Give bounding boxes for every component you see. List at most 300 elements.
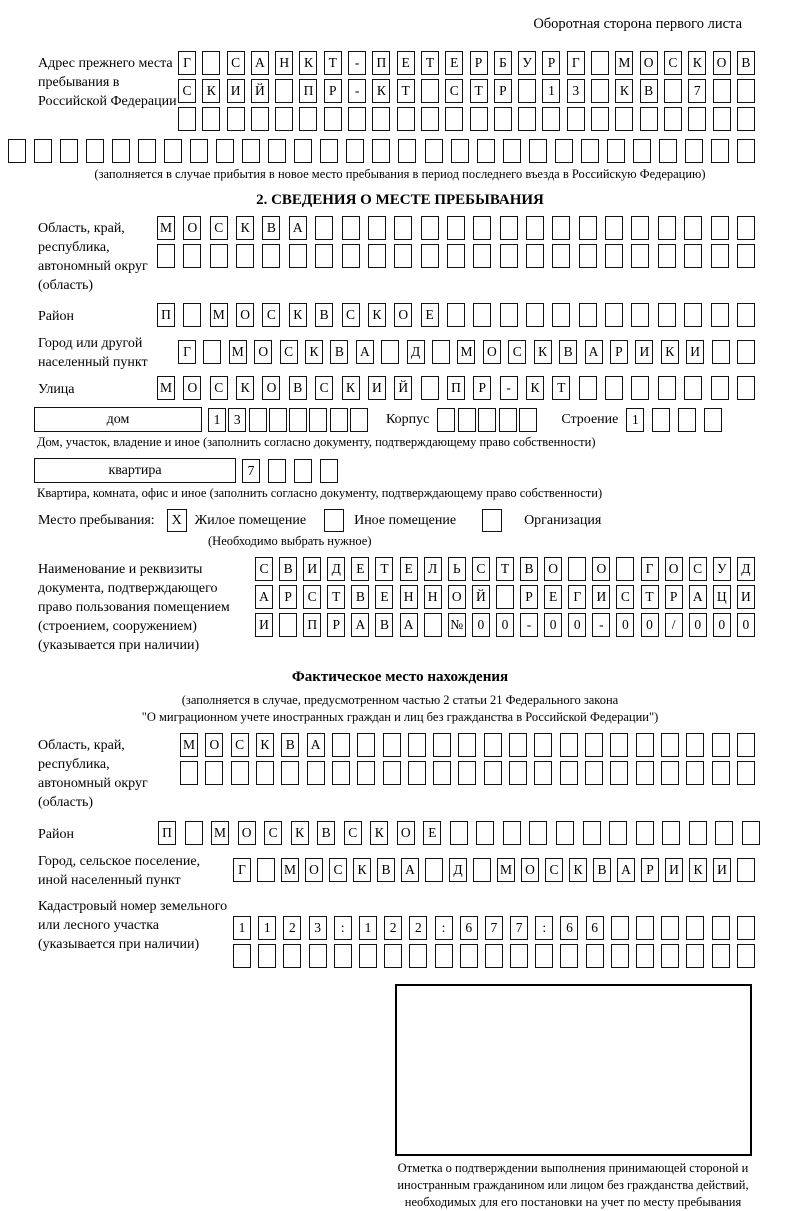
char-box[interactable] — [659, 139, 677, 163]
char-box[interactable] — [510, 944, 528, 968]
char-box[interactable]: Г — [568, 585, 586, 609]
char-box[interactable] — [552, 303, 570, 327]
char-box[interactable]: Р — [610, 340, 628, 364]
char-box[interactable]: С — [303, 585, 321, 609]
char-box[interactable] — [485, 944, 503, 968]
char-box[interactable]: В — [281, 733, 299, 757]
char-box[interactable]: Е — [397, 51, 415, 75]
char-box[interactable] — [447, 216, 465, 240]
char-box[interactable] — [330, 408, 348, 432]
char-box[interactable] — [636, 761, 654, 785]
char-box[interactable]: К — [236, 216, 254, 240]
char-box[interactable] — [542, 107, 560, 131]
char-box[interactable]: В — [593, 858, 611, 882]
char-box[interactable]: В — [737, 51, 755, 75]
char-box[interactable]: В — [279, 557, 297, 581]
char-box[interactable] — [157, 244, 175, 268]
char-box[interactable]: С — [472, 557, 490, 581]
char-box[interactable]: М — [211, 821, 229, 845]
char-box[interactable]: С — [231, 733, 249, 757]
char-box[interactable]: И — [635, 340, 653, 364]
char-box[interactable] — [34, 139, 52, 163]
char-box[interactable]: Р — [520, 585, 538, 609]
char-box[interactable] — [503, 139, 521, 163]
char-box[interactable]: - — [500, 376, 518, 400]
char-box[interactable] — [610, 733, 628, 757]
char-box[interactable] — [658, 244, 676, 268]
char-box[interactable] — [348, 107, 366, 131]
char-box[interactable]: : — [535, 916, 553, 940]
char-box[interactable]: Р — [470, 51, 488, 75]
char-box[interactable]: К — [615, 79, 633, 103]
char-box[interactable]: К — [372, 79, 390, 103]
char-box[interactable] — [251, 107, 269, 131]
char-box[interactable] — [678, 408, 696, 432]
char-box[interactable]: 0 — [689, 613, 707, 637]
checkbox-organizatsiya[interactable] — [482, 509, 502, 532]
char-box[interactable] — [611, 944, 629, 968]
char-box[interactable]: М — [615, 51, 633, 75]
char-box[interactable]: : — [435, 916, 453, 940]
char-box[interactable]: / — [665, 613, 683, 637]
char-box[interactable]: О — [640, 51, 658, 75]
char-box[interactable] — [342, 216, 360, 240]
char-box[interactable] — [180, 761, 198, 785]
char-box[interactable] — [715, 821, 733, 845]
char-box[interactable] — [579, 216, 597, 240]
char-box[interactable] — [451, 139, 469, 163]
char-box[interactable]: Е — [423, 821, 441, 845]
char-box[interactable] — [324, 107, 342, 131]
char-box[interactable] — [509, 733, 527, 757]
char-box[interactable]: О — [238, 821, 256, 845]
char-box[interactable] — [320, 459, 338, 483]
char-box[interactable] — [518, 79, 536, 103]
char-box[interactable] — [408, 761, 426, 785]
char-box[interactable]: С — [329, 858, 347, 882]
char-box[interactable] — [737, 303, 755, 327]
char-box[interactable]: С — [344, 821, 362, 845]
char-box[interactable]: - — [348, 79, 366, 103]
char-box[interactable] — [342, 244, 360, 268]
char-box[interactable]: В — [351, 585, 369, 609]
char-box[interactable] — [315, 216, 333, 240]
char-box[interactable]: А — [689, 585, 707, 609]
char-box[interactable]: Е — [544, 585, 562, 609]
char-box[interactable]: А — [617, 858, 635, 882]
char-box[interactable] — [631, 244, 649, 268]
char-box[interactable] — [658, 303, 676, 327]
char-box[interactable] — [477, 139, 495, 163]
char-box[interactable] — [279, 613, 297, 637]
char-box[interactable]: И — [592, 585, 610, 609]
char-box[interactable]: 7 — [242, 459, 260, 483]
char-box[interactable]: К — [256, 733, 274, 757]
char-box[interactable]: 0 — [616, 613, 634, 637]
char-box[interactable]: В — [640, 79, 658, 103]
char-box[interactable] — [583, 821, 601, 845]
char-box[interactable] — [432, 340, 450, 364]
char-box[interactable]: К — [291, 821, 309, 845]
char-box[interactable] — [684, 376, 702, 400]
char-box[interactable]: С — [210, 216, 228, 240]
char-box[interactable] — [636, 821, 654, 845]
char-box[interactable]: П — [447, 376, 465, 400]
char-box[interactable] — [607, 139, 625, 163]
char-box[interactable] — [203, 340, 221, 364]
char-box[interactable] — [661, 944, 679, 968]
char-box[interactable]: 1 — [258, 916, 276, 940]
char-box[interactable]: И — [713, 858, 731, 882]
char-box[interactable] — [185, 821, 203, 845]
char-box[interactable]: Р — [641, 858, 659, 882]
char-box[interactable] — [631, 216, 649, 240]
char-box[interactable] — [636, 733, 654, 757]
char-box[interactable]: П — [157, 303, 175, 327]
char-box[interactable]: С — [178, 79, 196, 103]
char-box[interactable] — [661, 733, 679, 757]
char-box[interactable] — [409, 944, 427, 968]
char-box[interactable] — [737, 340, 755, 364]
char-box[interactable]: 1 — [233, 916, 251, 940]
char-box[interactable] — [289, 244, 307, 268]
char-box[interactable] — [86, 139, 104, 163]
char-box[interactable]: Г — [567, 51, 585, 75]
char-box[interactable]: 2 — [384, 916, 402, 940]
char-box[interactable]: Й — [394, 376, 412, 400]
char-box[interactable] — [661, 916, 679, 940]
char-box[interactable]: 1 — [359, 916, 377, 940]
char-box[interactable]: Е — [375, 585, 393, 609]
checkbox-zhiloe[interactable]: X — [167, 509, 187, 532]
char-box[interactable] — [737, 916, 755, 940]
char-box[interactable] — [567, 107, 585, 131]
char-box[interactable] — [560, 944, 578, 968]
char-box[interactable]: П — [372, 51, 390, 75]
char-box[interactable] — [712, 733, 730, 757]
char-box[interactable]: Т — [552, 376, 570, 400]
char-box[interactable]: К — [368, 303, 386, 327]
char-box[interactable] — [713, 79, 731, 103]
char-box[interactable]: Д — [407, 340, 425, 364]
char-box[interactable]: П — [158, 821, 176, 845]
char-box[interactable]: Г — [641, 557, 659, 581]
char-box[interactable]: А — [307, 733, 325, 757]
char-box[interactable] — [636, 944, 654, 968]
char-box[interactable] — [357, 761, 375, 785]
char-box[interactable] — [605, 303, 623, 327]
char-box[interactable] — [484, 733, 502, 757]
char-box[interactable]: А — [255, 585, 273, 609]
char-box[interactable]: Т — [496, 557, 514, 581]
char-box[interactable] — [372, 107, 390, 131]
char-box[interactable]: М — [497, 858, 515, 882]
char-box[interactable] — [309, 408, 327, 432]
char-box[interactable] — [737, 79, 755, 103]
char-box[interactable] — [320, 139, 338, 163]
char-box[interactable] — [686, 916, 704, 940]
char-box[interactable]: М — [457, 340, 475, 364]
char-box[interactable] — [394, 244, 412, 268]
char-box[interactable] — [499, 408, 517, 432]
char-box[interactable] — [633, 139, 651, 163]
char-box[interactable]: М — [229, 340, 247, 364]
char-box[interactable] — [661, 761, 679, 785]
char-box[interactable]: Б — [494, 51, 512, 75]
char-box[interactable]: Д — [327, 557, 345, 581]
char-box[interactable]: Т — [421, 51, 439, 75]
char-box[interactable] — [664, 107, 682, 131]
char-box[interactable]: И — [368, 376, 386, 400]
char-box[interactable]: Г — [178, 340, 196, 364]
char-box[interactable] — [526, 244, 544, 268]
char-box[interactable]: А — [400, 613, 418, 637]
char-box[interactable] — [526, 303, 544, 327]
char-box[interactable] — [383, 761, 401, 785]
checkbox-inoe[interactable] — [324, 509, 344, 532]
char-box[interactable]: М — [157, 376, 175, 400]
char-box[interactable]: Г — [233, 858, 251, 882]
char-box[interactable]: С — [280, 340, 298, 364]
char-box[interactable] — [445, 107, 463, 131]
char-box[interactable]: Е — [400, 557, 418, 581]
char-box[interactable] — [458, 408, 476, 432]
char-box[interactable] — [686, 761, 704, 785]
char-box[interactable] — [534, 761, 552, 785]
char-box[interactable] — [529, 821, 547, 845]
char-box[interactable] — [372, 139, 390, 163]
char-box[interactable]: П — [303, 613, 321, 637]
char-box[interactable]: С — [262, 303, 280, 327]
char-box[interactable] — [236, 244, 254, 268]
char-box[interactable] — [421, 376, 439, 400]
char-box[interactable] — [233, 944, 251, 968]
char-box[interactable]: 2 — [409, 916, 427, 940]
char-box[interactable]: О — [713, 51, 731, 75]
char-box[interactable]: 0 — [713, 613, 731, 637]
char-box[interactable] — [737, 244, 755, 268]
char-box[interactable] — [383, 733, 401, 757]
char-box[interactable] — [581, 139, 599, 163]
char-box[interactable]: У — [518, 51, 536, 75]
char-box[interactable] — [560, 733, 578, 757]
char-box[interactable]: 1 — [542, 79, 560, 103]
char-box[interactable] — [164, 139, 182, 163]
char-box[interactable] — [684, 244, 702, 268]
char-box[interactable]: Л — [424, 557, 442, 581]
char-box[interactable] — [711, 376, 729, 400]
char-box[interactable]: О — [183, 216, 201, 240]
char-box[interactable]: Г — [178, 51, 196, 75]
char-box[interactable] — [424, 613, 442, 637]
char-box[interactable] — [398, 139, 416, 163]
char-box[interactable] — [112, 139, 130, 163]
char-box[interactable] — [257, 858, 275, 882]
char-box[interactable] — [615, 107, 633, 131]
char-box[interactable]: 1 — [626, 408, 644, 432]
char-box[interactable]: 0 — [496, 613, 514, 637]
char-box[interactable] — [552, 216, 570, 240]
char-box[interactable] — [433, 733, 451, 757]
char-box[interactable]: Т — [327, 585, 345, 609]
char-box[interactable]: К — [534, 340, 552, 364]
char-box[interactable]: О — [394, 303, 412, 327]
char-box[interactable] — [555, 139, 573, 163]
char-box[interactable] — [262, 244, 280, 268]
char-box[interactable]: О — [448, 585, 466, 609]
char-box[interactable]: К — [661, 340, 679, 364]
char-box[interactable] — [737, 139, 755, 163]
char-box[interactable]: 6 — [586, 916, 604, 940]
char-box[interactable] — [384, 944, 402, 968]
char-box[interactable]: - — [592, 613, 610, 637]
char-box[interactable] — [591, 51, 609, 75]
char-box[interactable]: А — [251, 51, 269, 75]
char-box[interactable] — [202, 51, 220, 75]
char-box[interactable]: И — [686, 340, 704, 364]
char-box[interactable]: Н — [275, 51, 293, 75]
char-box[interactable] — [346, 139, 364, 163]
char-box[interactable] — [684, 303, 702, 327]
char-box[interactable]: О — [236, 303, 254, 327]
char-box[interactable] — [210, 244, 228, 268]
char-box[interactable]: С — [210, 376, 228, 400]
char-box[interactable]: К — [370, 821, 388, 845]
char-box[interactable]: К — [569, 858, 587, 882]
char-box[interactable] — [269, 408, 287, 432]
char-box[interactable] — [636, 916, 654, 940]
char-box[interactable]: К — [688, 51, 706, 75]
char-box[interactable] — [258, 944, 276, 968]
char-box[interactable] — [711, 303, 729, 327]
char-box[interactable] — [470, 107, 488, 131]
char-box[interactable]: 0 — [472, 613, 490, 637]
char-box[interactable] — [658, 216, 676, 240]
char-box[interactable]: Е — [421, 303, 439, 327]
char-box[interactable]: Д — [737, 557, 755, 581]
char-box[interactable] — [611, 916, 629, 940]
char-box[interactable]: 3 — [309, 916, 327, 940]
char-box[interactable] — [458, 733, 476, 757]
char-box[interactable]: 7 — [485, 916, 503, 940]
char-box[interactable]: Ь — [448, 557, 466, 581]
char-box[interactable] — [473, 244, 491, 268]
char-box[interactable] — [494, 107, 512, 131]
char-box[interactable] — [737, 733, 755, 757]
char-box[interactable] — [473, 216, 491, 240]
char-box[interactable] — [60, 139, 78, 163]
char-box[interactable]: О — [592, 557, 610, 581]
char-box[interactable]: 2 — [283, 916, 301, 940]
char-box[interactable] — [421, 244, 439, 268]
char-box[interactable]: О — [305, 858, 323, 882]
char-box[interactable] — [591, 79, 609, 103]
char-box[interactable] — [535, 944, 553, 968]
char-box[interactable] — [425, 139, 443, 163]
char-box[interactable] — [421, 79, 439, 103]
char-box[interactable] — [631, 303, 649, 327]
char-box[interactable]: О — [205, 733, 223, 757]
char-box[interactable] — [605, 376, 623, 400]
char-box[interactable]: В — [262, 216, 280, 240]
char-box[interactable] — [631, 376, 649, 400]
char-box[interactable] — [216, 139, 234, 163]
char-box[interactable] — [309, 944, 327, 968]
char-box[interactable] — [579, 244, 597, 268]
char-box[interactable] — [712, 916, 730, 940]
char-box[interactable] — [737, 858, 755, 882]
char-box[interactable] — [350, 408, 368, 432]
char-box[interactable]: 7 — [688, 79, 706, 103]
char-box[interactable] — [591, 107, 609, 131]
char-box[interactable]: 0 — [737, 613, 755, 637]
char-box[interactable]: - — [520, 613, 538, 637]
char-box[interactable] — [586, 944, 604, 968]
char-box[interactable] — [421, 107, 439, 131]
char-box[interactable] — [289, 408, 307, 432]
char-box[interactable] — [711, 139, 729, 163]
char-box[interactable] — [534, 733, 552, 757]
char-box[interactable] — [686, 944, 704, 968]
char-box[interactable]: № — [448, 613, 466, 637]
char-box[interactable]: В — [330, 340, 348, 364]
char-box[interactable]: М — [180, 733, 198, 757]
char-box[interactable] — [737, 376, 755, 400]
char-box[interactable] — [256, 761, 274, 785]
char-box[interactable] — [473, 303, 491, 327]
char-box[interactable] — [496, 585, 514, 609]
char-box[interactable]: В — [375, 613, 393, 637]
char-box[interactable] — [712, 944, 730, 968]
char-box[interactable] — [519, 408, 537, 432]
char-box[interactable]: Т — [324, 51, 342, 75]
char-box[interactable] — [315, 244, 333, 268]
char-box[interactable]: О — [483, 340, 501, 364]
char-box[interactable]: Е — [351, 557, 369, 581]
char-box[interactable]: 3 — [567, 79, 585, 103]
char-box[interactable] — [202, 107, 220, 131]
char-box[interactable] — [560, 761, 578, 785]
char-box[interactable]: В — [289, 376, 307, 400]
char-box[interactable] — [294, 139, 312, 163]
char-box[interactable] — [685, 139, 703, 163]
char-box[interactable] — [299, 107, 317, 131]
char-box[interactable] — [281, 761, 299, 785]
char-box[interactable]: С — [689, 557, 707, 581]
char-box[interactable]: А — [351, 613, 369, 637]
char-box[interactable]: В — [317, 821, 335, 845]
char-box[interactable] — [397, 107, 415, 131]
char-box[interactable] — [332, 733, 350, 757]
char-box[interactable] — [268, 139, 286, 163]
char-box[interactable] — [408, 733, 426, 757]
char-box[interactable]: С — [342, 303, 360, 327]
char-box[interactable] — [275, 107, 293, 131]
char-box[interactable] — [294, 459, 312, 483]
char-box[interactable]: Р — [473, 376, 491, 400]
char-box[interactable] — [227, 107, 245, 131]
char-box[interactable]: С — [445, 79, 463, 103]
char-box[interactable]: В — [559, 340, 577, 364]
char-box[interactable]: К — [299, 51, 317, 75]
char-box[interactable]: В — [520, 557, 538, 581]
char-box[interactable] — [447, 244, 465, 268]
char-box[interactable]: 0 — [544, 613, 562, 637]
char-box[interactable] — [478, 408, 496, 432]
char-box[interactable] — [421, 216, 439, 240]
char-box[interactable] — [526, 216, 544, 240]
char-box[interactable] — [460, 944, 478, 968]
